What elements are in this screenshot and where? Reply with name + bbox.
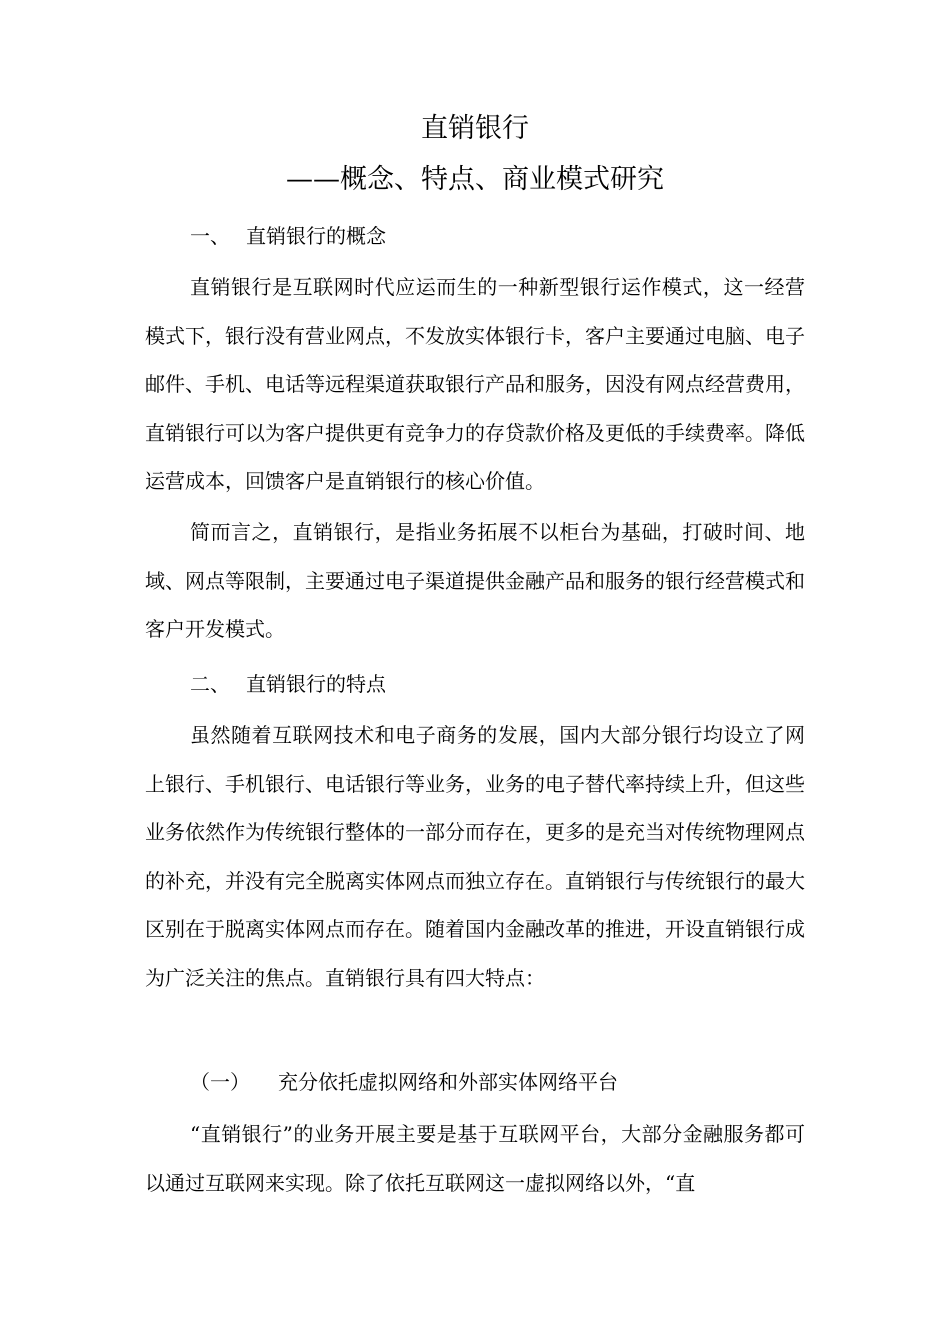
section-number: 一、 [190,224,230,248]
section-title: 直销银行的概念 [246,224,386,248]
section-heading-concept [190,222,386,250]
paragraph-concept-summary: 简而言之，直销银行，是指业务拓展不以柜台为基础，打破时间、地域、网点等限制，主要通过电子渠道提供金融产品和服务的银行经营模式和客户开发模式。 [145,520,805,641]
subsection-title: 充分依托虚拟网络和外部实体网络平台 [278,1070,618,1094]
document-subtitle: ——概念、特点、商业模式研究 [286,164,664,195]
subsection-heading-platform [190,1068,618,1096]
paragraph-concept-definition: 直销银行是互联网时代应运而生的一种新型银行运作模式，这一经营模式下，银行没有营业网点，不发放实体银行卡，客户主要通过电脑、电子邮件、手机、电话等远程渠道获取银行产品和服务，因没有网点经营费用，直销银行可以为客户提供更有竞争力的存贷款价格及更低的手续费率。降低运营成本，回馈客户是直销银行的核心价值。 [145,275,805,493]
paragraph-features-intro: 虽然随着互联网技术和电子商务的发展，国内大部分银行均设立了网上银行、手机银行、电话银行等业务，业务的电子替代率持续上升，但这些业务依然作为传统银行整体的一部分而存在，更多的是充当对传统物理网点的补充，并没有完全脱离实体网点而独立存在。直销银行与传统银行的最大区别在于脱离实体网点而存在。随着国内金融改革的推进，开设直销银行成为广泛关注的焦点。直销银行具有四大特点： [145,723,805,990]
paragraph-platform: “直销银行”的业务开展主要是基于互联网平台，大部分金融服务都可以通过互联网来实现。除了依托互联网这一虚拟网络以外，“直 [145,1122,805,1195]
section-number: 二、 [190,672,230,696]
section-heading-features [190,670,386,698]
section-title: 直销银行的特点 [246,672,386,696]
subsection-number: （一） [190,1070,250,1094]
document-title: 直销银行 [421,113,529,144]
